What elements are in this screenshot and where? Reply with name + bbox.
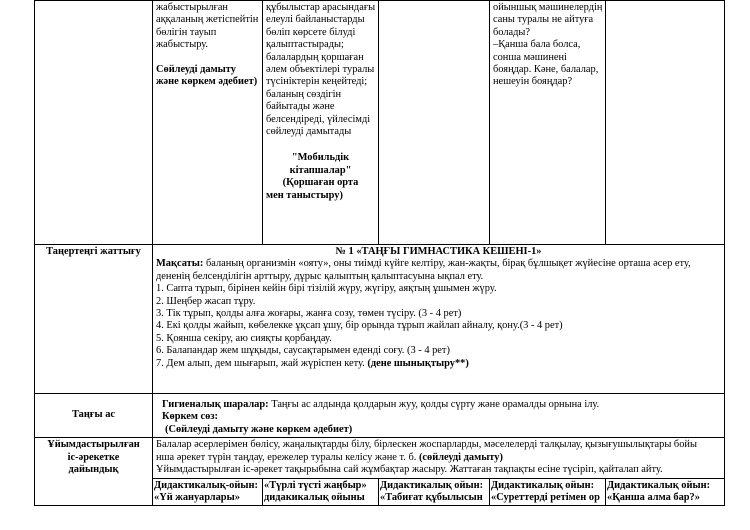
artistic-word-domain: (Сөйлеуді дамыту және көркем әдебиет) — [165, 423, 353, 435]
text-line: баланың сөздігін — [266, 88, 342, 100]
activity-content — [153, 438, 725, 478]
game-name: «Қанша алма бар?» — [607, 491, 700, 503]
exercise-step: 2. Шеңбер жасап тұру. — [156, 295, 256, 307]
gymnastics-title: № 1 «ТАҢҒЫ ГИМНАСТИКА КЕШЕНІ-1» — [335, 246, 542, 257]
game-heading: Дидактикалық-ойын: — [154, 479, 258, 491]
didactic-game-cell — [606, 478, 725, 506]
step-domain: (дене шынықтыру**) — [367, 357, 469, 369]
goal-text: баланың организмін «ояту», оны тиімді күйге келтіру, жан-жақты, бірақ бұлшықет жүйесіне орташа әсер ету, — [205, 258, 691, 270]
row-label-gymnastics: Таңертеңгі жаттығу — [35, 245, 153, 394]
gymnastics-row — [35, 245, 725, 394]
text-line: аққаланың жетіспейтін — [156, 14, 259, 26]
text-line: әлем объектілері туралы — [266, 64, 375, 76]
activity-row — [35, 438, 725, 478]
hygiene-line — [162, 399, 721, 411]
game-name: дидакикалық ойыны — [264, 491, 365, 503]
exercise-step: 4. Екі қолды жайып, көбелекке ұқсап ұшу, бір орында тұрып жайлап айналу, қону.(3 - 4 рет) — [156, 320, 563, 332]
activity-label-line: іс-әрекетке — [67, 451, 120, 463]
goal-text-cont: дененің белсенділігін арттыру, дұрыс қалыптың қалыптасуына ықпал ету. — [156, 270, 484, 282]
game-heading: Дидактикалық ойын: — [607, 479, 711, 491]
text-line: құбылыстар арасындағы — [266, 2, 375, 13]
col5-cell — [490, 1, 606, 245]
text-line: елеулі байланыстарды — [266, 14, 365, 26]
text-line: саны туралы не айтуға — [493, 14, 594, 26]
hygiene-label: Гигиеналық шаралар: — [162, 399, 269, 411]
text-line: жабыстырылған — [156, 2, 228, 13]
game-title: "Мобильдік — [291, 152, 350, 164]
text-line: байытады және — [266, 101, 335, 113]
text-line: бөлігін тауып — [156, 26, 217, 38]
text-line: нешеуін бояңдар? — [493, 76, 573, 88]
text-line: белсендіреді, үйлесімді — [266, 113, 371, 125]
game-title: кітапшалар" — [289, 164, 352, 176]
step-text: 7. Дем алып, дем шығарып, жай жүріспен кету. — [156, 357, 365, 369]
col4-cell-empty — [379, 1, 490, 245]
text-line: түсініктерін кеңейтеді; — [266, 76, 368, 88]
activity-text — [156, 452, 721, 464]
daily-plan-table — [34, 0, 725, 506]
activity-domain: (сөйлеуді дамыту) — [418, 451, 503, 463]
activity-text: Ұйымдастырылған іс-әрекет тақырыбына сай жұмбақтар жасыру. Жаттаған тақпақты есіне түсіріп, қайталап айту. — [156, 464, 663, 476]
exercise-step: 1. Сапта тұрып, бірінен кейін бірі тізілій жүру, жүгіру, аяқтың ұшымен жүру. — [156, 283, 497, 295]
didactic-game-cell — [490, 478, 606, 506]
game-heading: Дидактикалық ойын: — [491, 479, 595, 491]
didactic-game-cell — [263, 478, 379, 506]
game-heading: Дидактикалық ойын: — [380, 479, 484, 491]
col3-cell — [263, 1, 379, 245]
game-heading: «Түрлі түсті жаңбыр» — [264, 479, 367, 491]
text-line: балалардың қоршаған — [266, 51, 364, 63]
row-label-activity — [35, 438, 153, 506]
text-line: бөліп көрсете білуді — [266, 26, 356, 38]
game-name: «Суреттерді ретімен ор — [491, 491, 600, 503]
domain-note: Сөйлеуді дамыту — [156, 63, 236, 75]
gymnastics-goal — [156, 258, 721, 270]
text-line: жабыстыру. — [156, 39, 209, 51]
activity-text-part: нша әрекет түрін таңдау, ережелер туралы келісу және т. б. — [156, 451, 417, 463]
activity-text: Балалар әсерлерімен бөлісу, жаңалықтарды білу, бірлескен жоспарларды, мәселелерді талқылау, қызығушылықтары бойы — [156, 439, 697, 451]
activity-label-line: дайындық — [68, 464, 119, 476]
game-domain: (Қоршаған орта — [282, 177, 359, 189]
text-line: сонша мәшинені — [493, 51, 567, 63]
exercise-step: 5. Қоянша секіру, аю сияқты қорбаңдау. — [156, 332, 332, 344]
gymnastics-content — [153, 245, 725, 394]
exercise-step: 6. Балапандар жем шұқыды, саусақтарымен еденді соғу. (3 - 4 рет) — [156, 345, 450, 357]
exercise-step-last — [156, 358, 721, 370]
didactic-game-cell — [379, 478, 490, 506]
didactic-game-cell — [153, 478, 263, 506]
game-name: «Табиғат құбылысын — [380, 491, 483, 503]
col6-cell-empty — [606, 1, 725, 245]
activity-label-line: Ұйымдастырылған — [47, 439, 140, 451]
game-domain: мен таныстыру) — [266, 189, 343, 201]
col2-cell — [153, 1, 263, 245]
row-label-breakfast: Таңғы ас — [35, 394, 153, 438]
artistic-word-label: Көркем сөз: — [162, 411, 218, 423]
exercise-step: 3. Тік тұрып, қолды алға жоғары, жанға созу, төмен түсіру. (3 - 4 рет) — [156, 308, 462, 320]
text-line: болады? — [493, 26, 531, 38]
row-label-empty — [35, 1, 153, 245]
goal-label: Мақсаты: — [156, 258, 204, 270]
text-line: қалыптастырады; — [266, 39, 344, 51]
text-line: бояңдар. Кәне, балалар, — [493, 64, 599, 76]
continuation-row — [35, 1, 725, 245]
text-line: –Қанша бала болса, — [493, 39, 581, 51]
breakfast-row — [35, 394, 725, 438]
game-name: «Үй жануарлары» — [154, 491, 240, 503]
breakfast-content — [153, 394, 725, 438]
domain-note: және көркем әдебиет) — [156, 76, 258, 88]
text-line: ойыншық мәшинелердің — [493, 2, 602, 13]
text-line: сөйлеуді дамытады — [266, 126, 352, 138]
hygiene-text: Таңғы ас алдында қолдарын жуу, қолды сүрту және орамалды орнына ілу. — [271, 399, 600, 411]
